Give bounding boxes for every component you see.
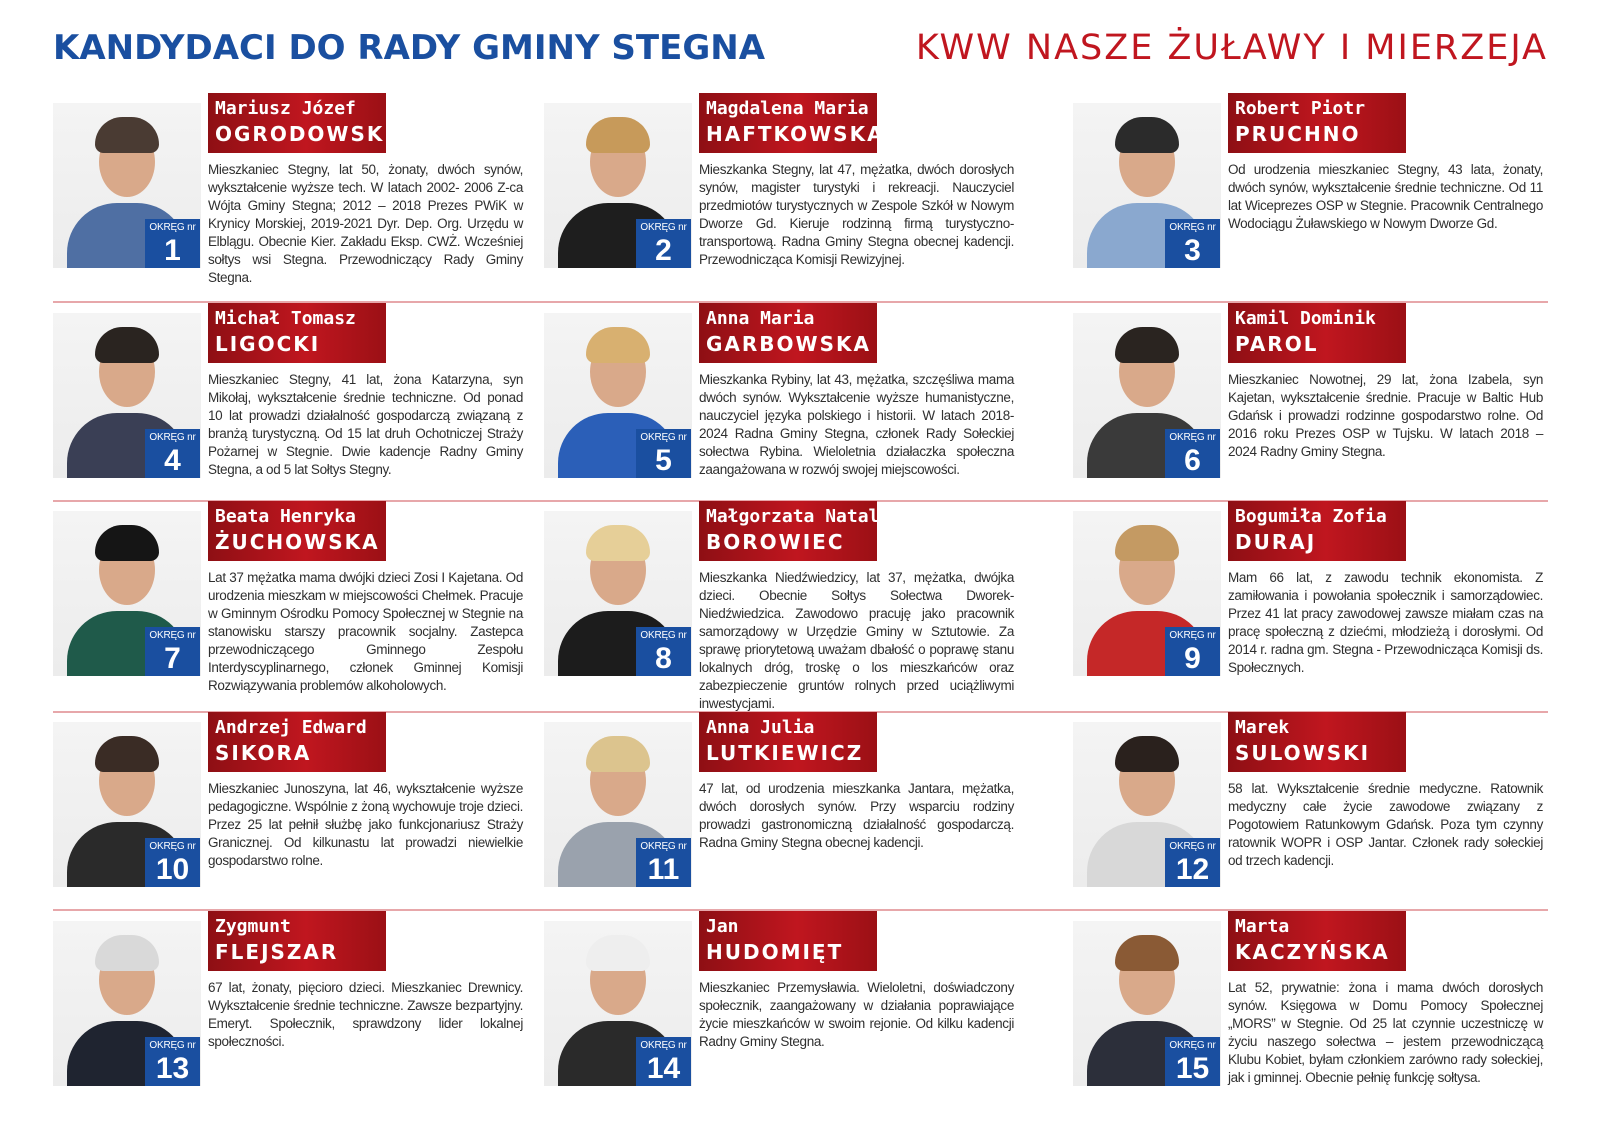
candidate-card: [1073, 712, 1543, 907]
candidate-description: Mieszkanka Rybiny, lat 43, mężatka, szczęśliwa mama dwóch synów. Wykształcenie wyższe humanistyczne, nauczyciel języka polskiego i historii. W latach 2018-2024 Radna Gminy Stegna, członek Rady Sołeckiej sołectwa Rybina. Wieloletnia działaczka społeczna zaangażowana w rozwój swojej miejscowości.: [699, 372, 1014, 477]
surname: OGRODOWSKI: [215, 122, 394, 146]
photo-hair: [95, 525, 159, 561]
district-badge: [145, 1037, 200, 1086]
candidate-card: [544, 93, 1014, 288]
candidate-card: [544, 303, 1014, 498]
name-box: [699, 911, 877, 971]
candidate-photo: [53, 313, 201, 478]
surname: HAFTKOWSKA: [706, 122, 885, 146]
candidate-description: Mieszkanka Niedźwiedzicy, lat 37, mężatka, dwójka dzieci. Obecnie Sołtys Sołectwa Dworek-Niedźwiedzica. Zawodowo pracuję jako pracownik samorządowy w Urzędzie Gminy w Sztutowie. Za sprawę priorytetową uważam dbałość o poprawę stanu lokalnych dróg, troskę o los mieszkańców oraz zabezpieczenie gruntów rolnych przed uciążliwymi inwestycjami.: [699, 570, 1014, 711]
first-names: Kamil Dominik: [1235, 308, 1376, 329]
district-number: 15: [1175, 1052, 1210, 1085]
name-box: [699, 93, 885, 153]
photo-hair: [1115, 327, 1179, 363]
candidate-card: [1073, 93, 1543, 288]
district-label: OKRĘG nr: [640, 630, 687, 641]
name-box: [699, 501, 902, 561]
photo-hair: [586, 117, 650, 153]
surname: PRUCHNO: [1235, 122, 1361, 146]
district-number: 5: [655, 444, 672, 477]
district-label: OKRĘG nr: [640, 432, 687, 443]
district-number: 2: [655, 234, 672, 267]
name-box: [208, 712, 386, 772]
photo-hair: [95, 327, 159, 363]
surname: HUDOMIĘT: [706, 940, 844, 964]
candidate-photo: [1073, 921, 1221, 1086]
candidate-photo: [544, 511, 692, 676]
surname: GARBOWSKA: [706, 332, 871, 356]
candidate-photo: [544, 722, 692, 887]
first-names: Anna Julia: [706, 717, 815, 738]
candidate-description: Od urodzenia mieszkaniec Stegny, 43 lata, żonaty, dwóch synów, wykształcenie średnie techniczne. Od 11 lat Wiceprezes OSP w Stegnie. Pracownik Centralnego Wodociągu Żuławskiego w Nowym Dworze Gd.: [1228, 162, 1543, 231]
surname: ŻUCHOWSKA: [215, 530, 380, 554]
photo-hair: [1115, 935, 1179, 971]
district-badge: [636, 1037, 691, 1086]
district-badge: [145, 429, 200, 478]
first-names: Bogumiła Zofia: [1235, 506, 1387, 527]
district-label: OKRĘG nr: [640, 1040, 687, 1051]
candidate-description: 58 lat. Wykształcenie średnie medyczne. Ratownik medyczny całe życie zawodowe związany z Pogotowiem Ratunkowym Gdańsk. Poza tym czynny ratownik WOPR i OSP Jantar. Członek rady sołeckiej od trzech kadencji.: [1228, 781, 1543, 868]
candidate-photo: [53, 921, 201, 1086]
candidate-description: Mieszkanka Stegny, lat 47, mężatka, dwóch dorosłych synów, magister turystyki i rekreacji. Nauczyciel przedmiotów turystycznych w Zespole Szkół w Nowym Dworze Gd. Kieruje rodzinną firmą turystyczno-transportową. Radna Gminy Stegna obecnej kadencji. Przewodnicząca Komisji Rewizyjnej.: [699, 162, 1014, 267]
district-label: OKRĘG nr: [640, 222, 687, 233]
name-box: [1228, 501, 1406, 561]
candidate-description: Mieszkaniec Junoszyna, lat 46, wykształcenie wyższe pedagogiczne. Wspólnie z żoną wychowuje troje dzieci. Przez 25 lat pełnił służbę jako funkcjonariusz Straży Granicznej. Od kilkunastu lat prowadzi niewielkie gospodarstwo rolne.: [208, 781, 523, 868]
photo-hair: [95, 117, 159, 153]
district-number: 4: [164, 444, 181, 477]
candidate-photo: [1073, 511, 1221, 676]
candidate-card: [53, 712, 523, 907]
district-badge: [1165, 1037, 1220, 1086]
name-box: [1228, 911, 1406, 971]
photo-hair: [586, 935, 650, 971]
district-label: OKRĘG nr: [1169, 630, 1216, 641]
candidate-card: [544, 501, 1014, 711]
district-label: OKRĘG nr: [1169, 1040, 1216, 1051]
name-box: [699, 303, 877, 363]
surname: SULOWSKI: [1235, 741, 1371, 765]
candidate-card: [544, 712, 1014, 907]
district-badge: [636, 429, 691, 478]
candidate-photo: [1073, 313, 1221, 478]
district-badge: [145, 219, 200, 268]
district-number: 9: [1184, 642, 1201, 675]
candidate-photo: [1073, 722, 1221, 887]
candidate-description: Lat 52, prywatnie: żona i mama dwóch dorosłych synów. Księgowa w Domu Pomocy Społecznej „MORS” w Stegnie. Od 25 lat czynnie uczestniczę w życiu naszego sołectwa – jestem przewodniczącą Klubu Kobiet, byłam członkiem zarówno rady sołeckiej, jak i gminnej. Obecnie pełnię funkcję sołtysa.: [1228, 980, 1543, 1085]
first-names: Jan: [706, 916, 739, 937]
candidate-card: [1073, 501, 1543, 696]
district-number: 14: [646, 1052, 681, 1085]
district-label: OKRĘG nr: [149, 432, 196, 443]
first-names: Robert Piotr: [1235, 98, 1366, 119]
first-names: Michał Tomasz: [215, 308, 356, 329]
district-number: 8: [655, 642, 672, 675]
district-badge: [1165, 627, 1220, 676]
first-names: Beata Henryka: [215, 506, 356, 527]
district-number: 12: [1175, 853, 1210, 886]
photo-hair: [95, 736, 159, 772]
candidate-description: Mieszkaniec Stegny, 41 lat, żona Katarzyna, syn Mikołaj, wykształcenie średnie techniczne. Od ponad 10 lat prowadzi działalność gospodarczą związaną z branżą turystyczną. Od 15 lat druh Ochotniczej Straży Pożarnej w Stegnie. Dwie kadencje Radny Gminy Stegna, a od 5 lat Sołtys Stegny.: [208, 372, 523, 477]
district-badge: [1165, 219, 1220, 268]
surname: LUTKIEWICZ: [706, 741, 864, 765]
candidate-card: [1073, 911, 1543, 1106]
first-names: Magdalena Maria: [706, 98, 869, 119]
district-label: OKRĘG nr: [149, 841, 196, 852]
district-badge: [1165, 838, 1220, 887]
photo-hair: [586, 327, 650, 363]
candidate-description: Mam 66 lat, z zawodu technik ekonomista. Z zamiłowania i powołania społecznik i samorządowiec. Przez 41 lat pracy zawodowej zawsze miałam czas na pracę społeczną z dziećmi, młodzieżą i dorosłymi. Od 2014 r. radna gm. Stegna - Przewodnicząca Komisji ds. Społecznych.: [1228, 570, 1543, 675]
district-label: OKRĘG nr: [149, 222, 196, 233]
district-label: OKRĘG nr: [640, 841, 687, 852]
district-number: 3: [1184, 234, 1201, 267]
candidate-card: [53, 303, 523, 498]
name-box: [208, 93, 394, 153]
district-number: 13: [155, 1052, 190, 1085]
candidate-photo: [544, 313, 692, 478]
candidate-photo: [53, 103, 201, 268]
name-box: [699, 712, 877, 772]
surname: LIGOCKI: [215, 332, 321, 356]
surname: BOROWIEC: [706, 530, 845, 554]
candidate-card: [53, 501, 523, 696]
photo-hair: [1115, 736, 1179, 772]
photo-hair: [95, 935, 159, 971]
district-label: OKRĘG nr: [1169, 222, 1216, 233]
first-names: Marta: [1235, 916, 1290, 937]
surname: KACZYŃSKA: [1235, 940, 1390, 964]
surname: DURAJ: [1235, 530, 1317, 554]
district-label: OKRĘG nr: [1169, 841, 1216, 852]
candidate-card: [53, 911, 523, 1106]
district-label: OKRĘG nr: [149, 630, 196, 641]
district-badge: [1165, 429, 1220, 478]
candidate-card: [53, 93, 523, 288]
surname: FLEJSZAR: [215, 940, 339, 964]
name-box: [1228, 303, 1406, 363]
name-box: [208, 501, 386, 561]
district-badge: [636, 219, 691, 268]
name-box: [1228, 93, 1406, 153]
district-number: 1: [164, 234, 181, 267]
district-badge: [636, 838, 691, 887]
candidate-card: [544, 911, 1014, 1106]
candidate-photo: [544, 103, 692, 268]
candidate-photo: [53, 722, 201, 887]
candidate-photo: [53, 511, 201, 676]
photo-hair: [586, 525, 650, 561]
candidate-description: 67 lat, żonaty, pięcioro dzieci. Mieszkaniec Drewnicy. Wykształcenie średnie techniczne. Zawsze bezpartyjny. Emeryt. Społecznik, sprawdzony lider lokalnej społeczności.: [208, 980, 523, 1049]
name-box: [208, 303, 386, 363]
candidate-description: Mieszkaniec Przemysławia. Wieloletni, doświadczony społecznik, zaangażowany w działania poprawiające życie mieszkańców w swoim rejonie. Od kilku kadencji Radny Gminy Stegna.: [699, 980, 1014, 1049]
first-names: Anna Maria: [706, 308, 815, 329]
candidate-photo: [1073, 103, 1221, 268]
district-badge: [636, 627, 691, 676]
district-number: 6: [1184, 444, 1201, 477]
name-box: [1228, 712, 1406, 772]
first-names: Andrzej Edward: [215, 717, 367, 738]
candidate-description: Mieszkaniec Nowotnej, 29 lat, żona Izabela, syn Kajetan, wykształcenie średnie. Pracuje w Baltic Hub Gdańsk i prowadzi rodzinne gospodarstwo rolne. Od 2016 roku Prezes OSP w Tujsku. W latach 2018 – 2024 Radny Gminy Stegna.: [1228, 372, 1543, 459]
district-number: 11: [647, 853, 680, 886]
district-label: OKRĘG nr: [1169, 432, 1216, 443]
candidate-description: Lat 37 mężatka mama dwójki dzieci Zosi I Kajetana. Od urodzenia mieszkam w miejscowości Chełmek. Pracuje w Gminnym Ośrodku Pomocy Społecznej w Stegnie na stanowisku starszy pracownik socjalny. Zastepca przewodniczącego Gminnego Zespołu Interdyscyplinarnego, członek Gminnej Komisji Rozwiązywania problemów alkoholowych.: [208, 570, 523, 693]
name-box: [208, 911, 386, 971]
district-label: OKRĘG nr: [149, 1040, 196, 1051]
surname: PAROL: [1235, 332, 1319, 356]
candidate-photo: [544, 921, 692, 1086]
district-number: 7: [164, 642, 181, 675]
candidate-description: Mieszkaniec Stegny, lat 50, żonaty, dwóch synów, wykształcenie wyższe tech. W latach 2002- 2006 Z-ca Wójta Gminy Stegna; 2012 – 2018 Prezes PWiK w Krynicy Morskiej, 2019-2021 Dyr. Dep. Org. Urzędu w Elblągu. Obecnie Kier. Zakładu Eksp. CWŻ. Wcześniej sołtys wsi Stegna. Przewodniczący Rady Gminy Stegna.: [208, 162, 523, 285]
page-title: KANDYDACI DO RADY GMINY STEGNA: [53, 28, 766, 68]
photo-hair: [1115, 525, 1179, 561]
candidate-card: [1073, 303, 1543, 498]
candidate-description: 47 lat, od urodzenia mieszkanka Jantara, mężatka, dwóch dorosłych synów. Przy wsparciu rodziny prowadzi gastronomiczną działalność gospodarczą. Radna Gminy Stegna obecnej kadencji.: [699, 781, 1014, 850]
first-names: Małgorzata Natalia: [706, 506, 902, 527]
first-names: Mariusz Józef: [215, 98, 356, 119]
committee-name: KWW NASZE ŻUŁAWY I MIERZEJA: [915, 28, 1548, 68]
district-number: 10: [155, 853, 190, 886]
district-badge: [145, 838, 200, 887]
surname: SIKORA: [215, 741, 312, 765]
first-names: Zygmunt: [215, 916, 291, 937]
photo-hair: [586, 736, 650, 772]
photo-hair: [1115, 117, 1179, 153]
first-names: Marek: [1235, 717, 1290, 738]
district-badge: [145, 627, 200, 676]
